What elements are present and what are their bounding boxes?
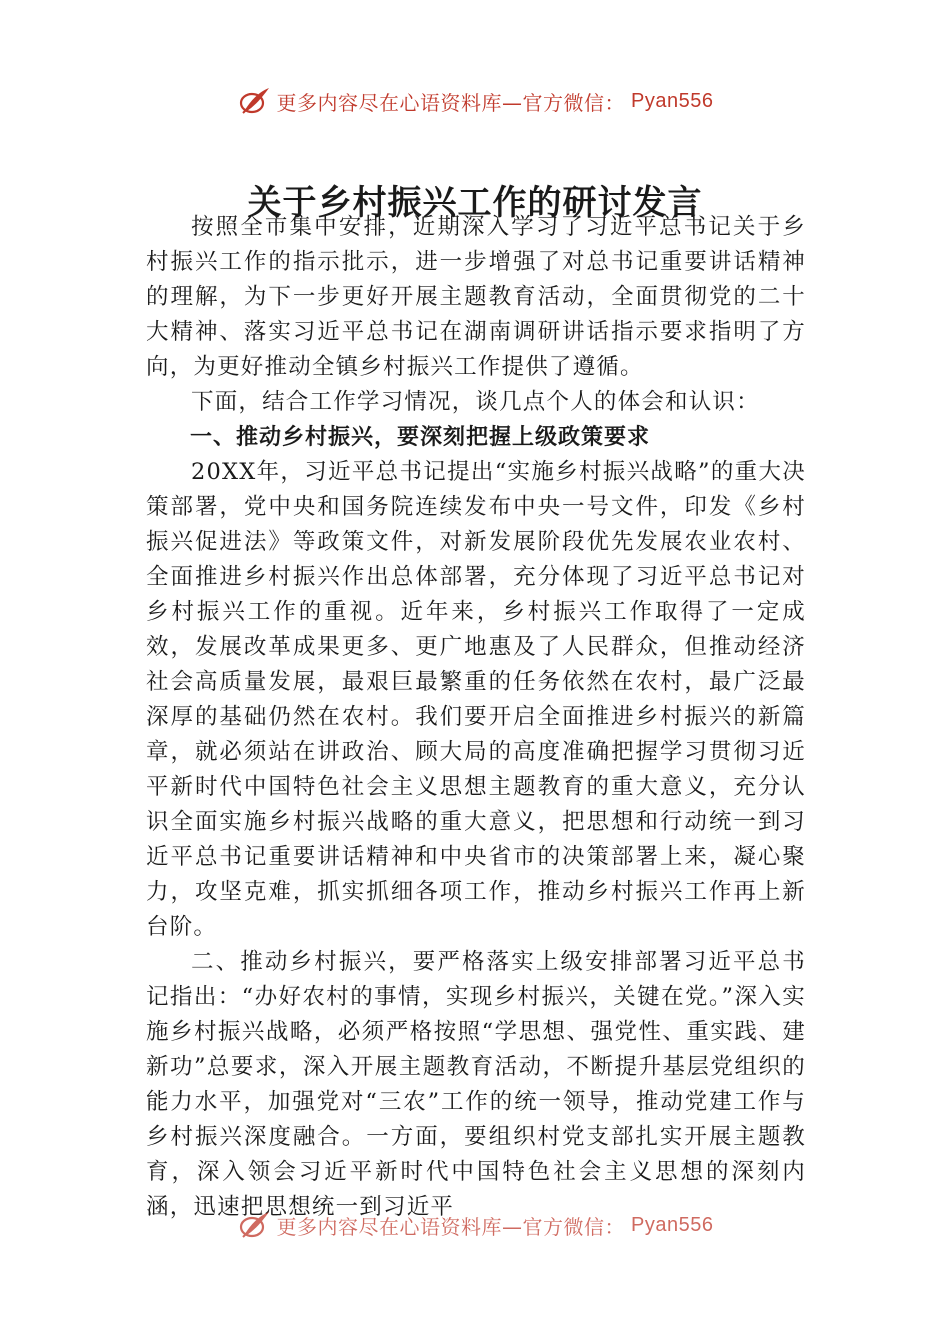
intro-lead-paragraph: 下面，结合工作学习情况，谈几点个人的体会和认识：: [191, 389, 760, 415]
document-body: [146, 210, 806, 1228]
section-1-heading: 一、推动乡村振兴，要深刻把握上级政策要求: [190, 425, 651, 450]
section-1-paragraph: 20XX年，习近平总书记提出“实施乡村振兴战略”的重大决策部署，党中央和国务院连续发布中央一号文件，印发《乡村振兴促进法》等政策文件，对新发展阶段优先发展农业农村、全面推进乡村振兴作出总体部署，充分体现了习近平总书记对乡村振兴工作的重视。近年来，乡村振兴工作取得了一定成效，发展改革成果更多、更广地惠及了人民群众，但推动经济社会高质量发展，最艰巨最繁重的任务依然在农村，最广泛最深厚的基础仍然在农村。我们要开启全面推进乡村振兴的新篇章，就必须站在讲政治、顾大局的高度准确把握学习贯彻习近平新时代中国特色社会主义思想主题教育的重大意义，充分认识全面实施乡村振兴战略的重大意义，把思想和行动统一到习近平总书记重要讲话精神和中央省市的决策部署上来，凝心聚力，攻坚克难，抓实抓细各项工作，推动乡村振兴工作再上新台阶。: [146, 459, 806, 940]
header-watermark: [0, 86, 950, 116]
watermark-wechat-id: Pyan556: [631, 1213, 714, 1236]
intro-paragraph: 按照全市集中安排，近期深入学习了习近平总书记关于乡村振兴工作的指示批示，进一步增强了对总书记重要讲话精神的理解，为下一步更好开展主题教育活动，全面贯彻党的二十大精神、落实习近平总书记在湖南调研讲话指示要求指明了方向，为更好推动全镇乡村振兴工作提供了遵循。: [146, 214, 806, 380]
feather-logo-icon: [237, 86, 271, 116]
watermark-wechat-id: Pyan556: [631, 89, 714, 112]
document-title: 关于乡村振兴工作的研讨发言: [247, 182, 703, 223]
footer-watermark: [0, 1210, 950, 1240]
feather-logo-icon: [237, 1210, 271, 1240]
watermark-text: 更多内容尽在心语资料库—官方微信：: [276, 1214, 626, 1239]
section-2-paragraph: 二、推动乡村振兴，要严格落实上级安排部署习近平总书记指出：“办好农村的事情，实现乡村振兴，关键在党。”深入实施乡村振兴战略，必须严格按照“学思想、强党性、重实践、建新功”总要求，深入开展主题教育活动，不断提升基层党组织的能力水平，加强党对“三农”工作的统一领导，推动党建工作与乡村振兴深度融合。一方面，要组织村党支部扎实开展主题教育，深入领会习近平新时代中国特色社会主义思想的深刻内涵，迅速把思想统一到习近平: [146, 949, 806, 1220]
watermark-text: 更多内容尽在心语资料库—官方微信：: [276, 90, 626, 115]
